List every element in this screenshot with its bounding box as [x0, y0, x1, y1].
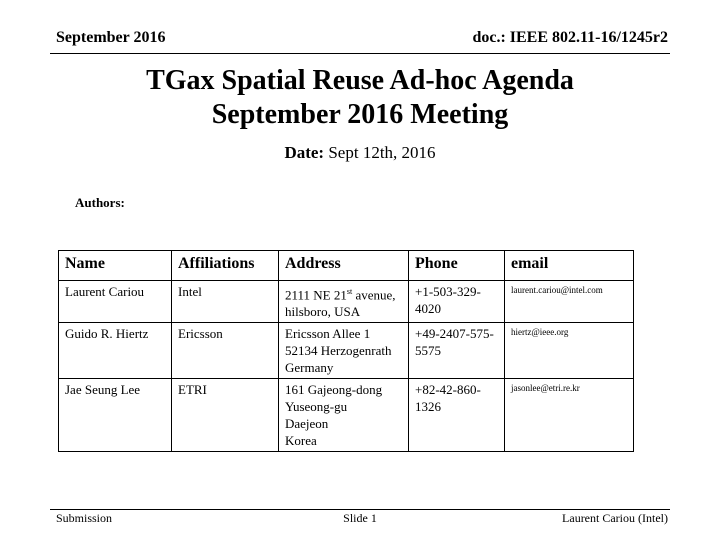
header-date: September 2016: [56, 29, 166, 46]
address-line: Korea: [285, 433, 317, 449]
address-line: Yuseong-gu: [285, 399, 348, 415]
author-affiliation: ETRI: [172, 379, 279, 452]
footer-divider: [50, 509, 670, 510]
author-phone: +49-2407-575-5575: [409, 323, 505, 379]
address-line: Ericsson Allee 1: [285, 326, 371, 342]
address-rest: avenue, hilsboro, USA: [285, 287, 396, 320]
author-address: [279, 281, 409, 323]
column-header-affiliations: Affiliations: [172, 251, 279, 281]
table-row: [59, 323, 634, 379]
date-label: Date:: [284, 143, 325, 162]
author-name: Jae Seung Lee: [59, 379, 172, 452]
author-email: jasonlee@etri.re.kr: [505, 379, 634, 452]
authors-table: [58, 250, 634, 452]
address-line: Germany: [285, 360, 334, 376]
author-affiliation: Ericsson: [172, 323, 279, 379]
address-main: 2111 NE 21: [285, 287, 347, 303]
table-row: [59, 379, 634, 452]
address-line: Daejeon: [285, 416, 329, 432]
authors-label: Authors:: [75, 195, 125, 210]
author-address: [279, 379, 409, 452]
author-email: laurent.cariou@intel.com: [505, 281, 634, 323]
date-line: [0, 143, 720, 163]
author-phone: +82-42-860-1326: [409, 379, 505, 452]
footer-author: Laurent Cariou (Intel): [562, 511, 668, 525]
address-line: 161 Gajeong-dong: [285, 382, 383, 398]
column-header-address: Address: [279, 251, 409, 281]
slide-title-line-1: TGax Spatial Reuse Ad-hoc Agenda: [146, 65, 574, 96]
table-header-row: [59, 251, 634, 281]
footer-slide-number: Slide 1: [343, 511, 377, 525]
author-affiliation: Intel: [172, 281, 279, 323]
author-phone: +1-503-329-4020: [409, 281, 505, 323]
slide-title-line-2: September 2016 Meeting: [211, 99, 509, 130]
address-line: 52134 Herzogenrath: [285, 343, 392, 359]
header-doc-id: doc.: IEEE 802.11-16/1245r2: [472, 29, 668, 46]
address-superscript: st: [346, 287, 353, 296]
footer-submission: Submission: [56, 511, 113, 525]
date-value: Sept 12th, 2016: [324, 143, 436, 162]
author-address: [279, 323, 409, 379]
author-name: Guido R. Hiertz: [59, 323, 172, 379]
author-name: Laurent Cariou: [59, 281, 172, 323]
column-header-email: email: [505, 251, 634, 281]
table-row: [59, 281, 634, 323]
column-header-name: Name: [59, 251, 172, 281]
header-divider: [50, 53, 670, 54]
author-email: hiertz@ieee.org: [505, 323, 634, 379]
column-header-phone: Phone: [409, 251, 505, 281]
